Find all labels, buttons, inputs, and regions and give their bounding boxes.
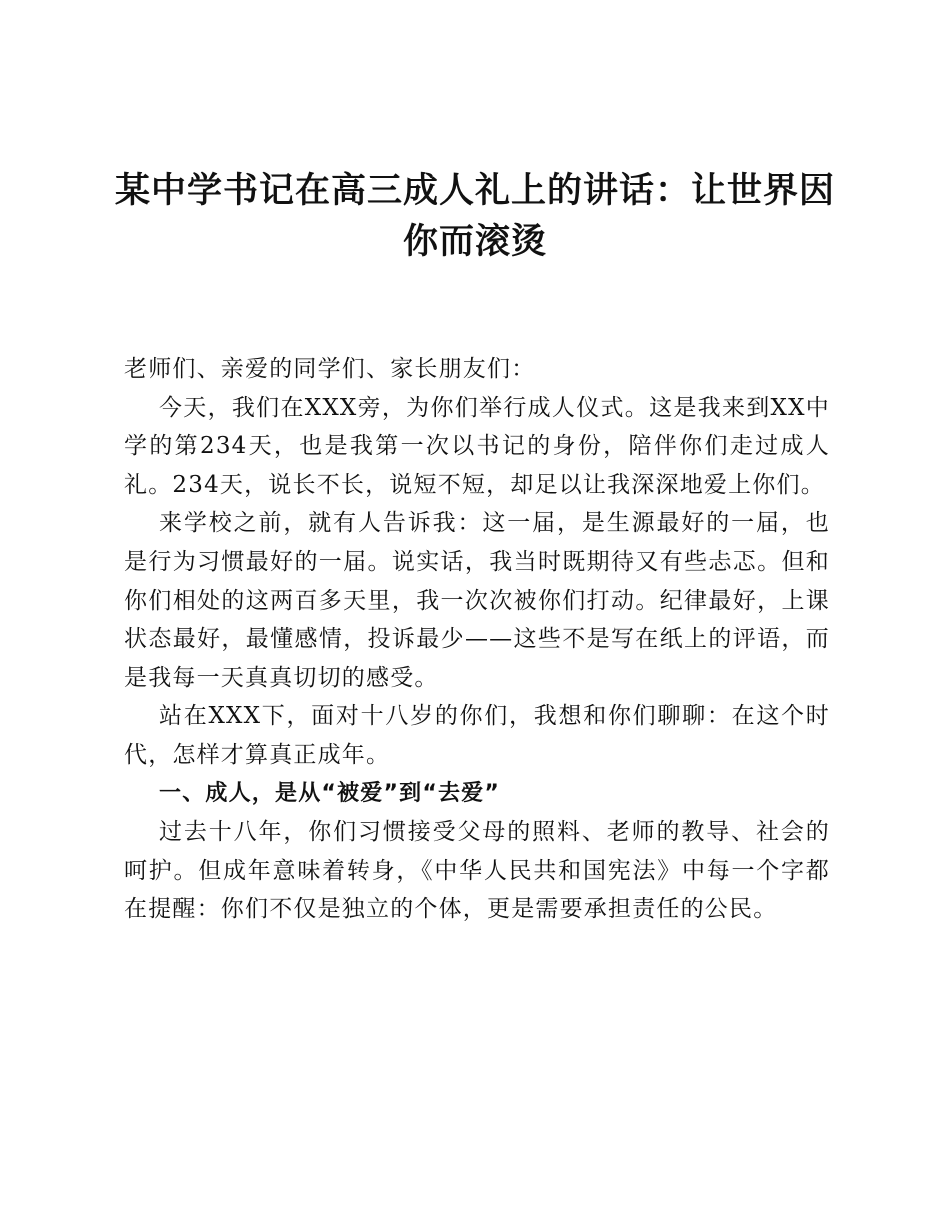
body-paragraph: 今天，我们在XXX旁，为你们举行成人仪式。这是我来到XX中学的第234天，也是我第一次以书记的身份，陪伴你们走过成人礼。234天，说长不长，说短不短，却足以让我深深地爱上你们。	[124, 394, 830, 498]
body-paragraph: 来学校之前，就有人告诉我：这一届，是生源最好的一届，也是行为习惯最好的一届。说实话，我当时既期待又有些忐忑。但和你们相处的这两百多天里，我一次次被你们打动。纪律最好，上课状态最好，最懂感情，投诉最少——这些不是写在纸上的评语，而是我每一天真真切切的感受。	[124, 510, 830, 691]
document-body	[124, 350, 830, 929]
body-paragraph: 过去十八年，你们习惯接受父母的照料、老师的教导、社会的呵护。但成年意味着转身，《中华人民共和国宪法》中每一个字都在提醒：你们不仅是独立的个体，更是需要承担责任的公民。	[124, 819, 830, 923]
document-title: 某中学书记在高三成人礼上的讲话：让世界因你而滚烫	[114, 171, 835, 262]
body-paragraph: 站在XXX下，面对十八岁的你们，我想和你们聊聊：在这个时代，怎样才算真正成年。	[124, 703, 830, 768]
section-heading: 一、成人，是从“被爱”到“去爱”	[159, 780, 501, 806]
salutation: 老师们、亲爱的同学们、家长朋友们：	[124, 356, 536, 382]
